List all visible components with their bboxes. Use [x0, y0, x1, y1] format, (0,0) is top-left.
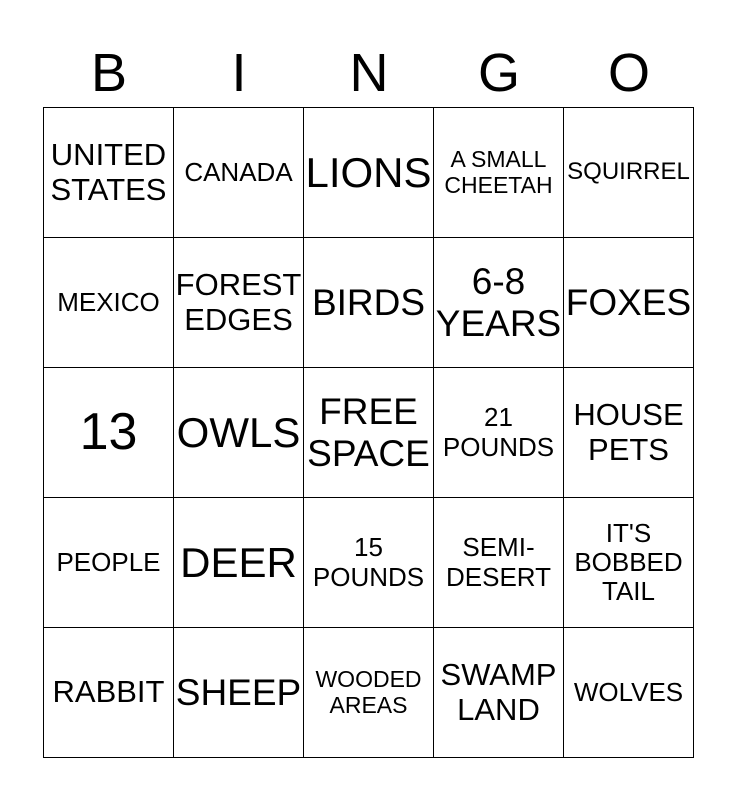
bingo-cell[interactable]	[304, 238, 434, 368]
bingo-cell[interactable]	[434, 368, 564, 498]
bingo-cell[interactable]	[434, 628, 564, 758]
cell-text: PEOPLE	[56, 546, 161, 577]
cell-text: 15 POUNDS	[312, 532, 425, 592]
cell-text: 13	[79, 403, 138, 462]
header-letter-n: N	[349, 43, 389, 103]
bingo-cell[interactable]	[564, 368, 694, 498]
cell-text: RABBIT	[52, 674, 165, 710]
cell-text: A SMALL CHEETAH	[444, 145, 553, 198]
cell-text: DEER	[180, 538, 297, 586]
cell-text: WOODED AREAS	[315, 665, 422, 718]
cell-text: OWLS	[176, 408, 301, 456]
cell-text: HOUSE PETS	[573, 396, 684, 467]
bingo-cell[interactable]	[304, 628, 434, 758]
bingo-cell[interactable]	[174, 498, 304, 628]
bingo-cell[interactable]	[44, 628, 174, 758]
cell-text: SQUIRREL	[567, 158, 690, 186]
cell-text: FREE SPACE	[307, 391, 430, 474]
bingo-cell[interactable]	[304, 498, 434, 628]
bingo-cell[interactable]	[44, 108, 174, 238]
header-letter-b: B	[90, 43, 128, 103]
cell-text: MEXICO	[57, 286, 160, 317]
cell-text: BIRDS	[311, 281, 426, 323]
header-letter-g: G	[477, 43, 520, 103]
bingo-cell[interactable]	[434, 108, 564, 238]
bingo-cell[interactable]	[564, 108, 694, 238]
cell-text: LIONS	[305, 148, 432, 196]
bingo-cell[interactable]	[44, 238, 174, 368]
cell-text: 6-8 YEARS	[435, 261, 562, 344]
cell-text: SHEEP	[175, 671, 302, 713]
header-letter-o: O	[607, 43, 650, 103]
bingo-cell[interactable]	[434, 238, 564, 368]
bingo-cell[interactable]	[434, 498, 564, 628]
bingo-header	[44, 38, 694, 108]
bingo-cell[interactable]	[564, 498, 694, 628]
bingo-cell[interactable]	[564, 628, 694, 758]
cell-text: WOLVES	[573, 676, 684, 707]
bingo-cell[interactable]	[44, 498, 174, 628]
bingo-cell[interactable]	[174, 368, 304, 498]
cell-text: 21 POUNDS	[442, 402, 555, 462]
bingo-cell[interactable]	[174, 238, 304, 368]
cell-text: SWAMP LAND	[440, 656, 557, 727]
cell-text: UNITED STATES	[50, 136, 167, 207]
cell-text: CANADA	[184, 156, 293, 187]
bingo-cell[interactable]	[304, 108, 434, 238]
header-letter-i: I	[231, 43, 247, 103]
bingo-cell-free-space[interactable]	[304, 368, 434, 498]
bingo-cell[interactable]	[174, 628, 304, 758]
bingo-card-grid	[43, 107, 694, 758]
cell-text: SEMI- DESERT	[446, 532, 551, 592]
cell-text: IT'S BOBBED TAIL	[574, 517, 683, 607]
cell-text: FOREST EDGES	[175, 266, 302, 337]
bingo-cell[interactable]	[174, 108, 304, 238]
bingo-cell[interactable]	[564, 238, 694, 368]
bingo-cell[interactable]	[44, 368, 174, 498]
cell-text: FOXES	[565, 281, 692, 323]
